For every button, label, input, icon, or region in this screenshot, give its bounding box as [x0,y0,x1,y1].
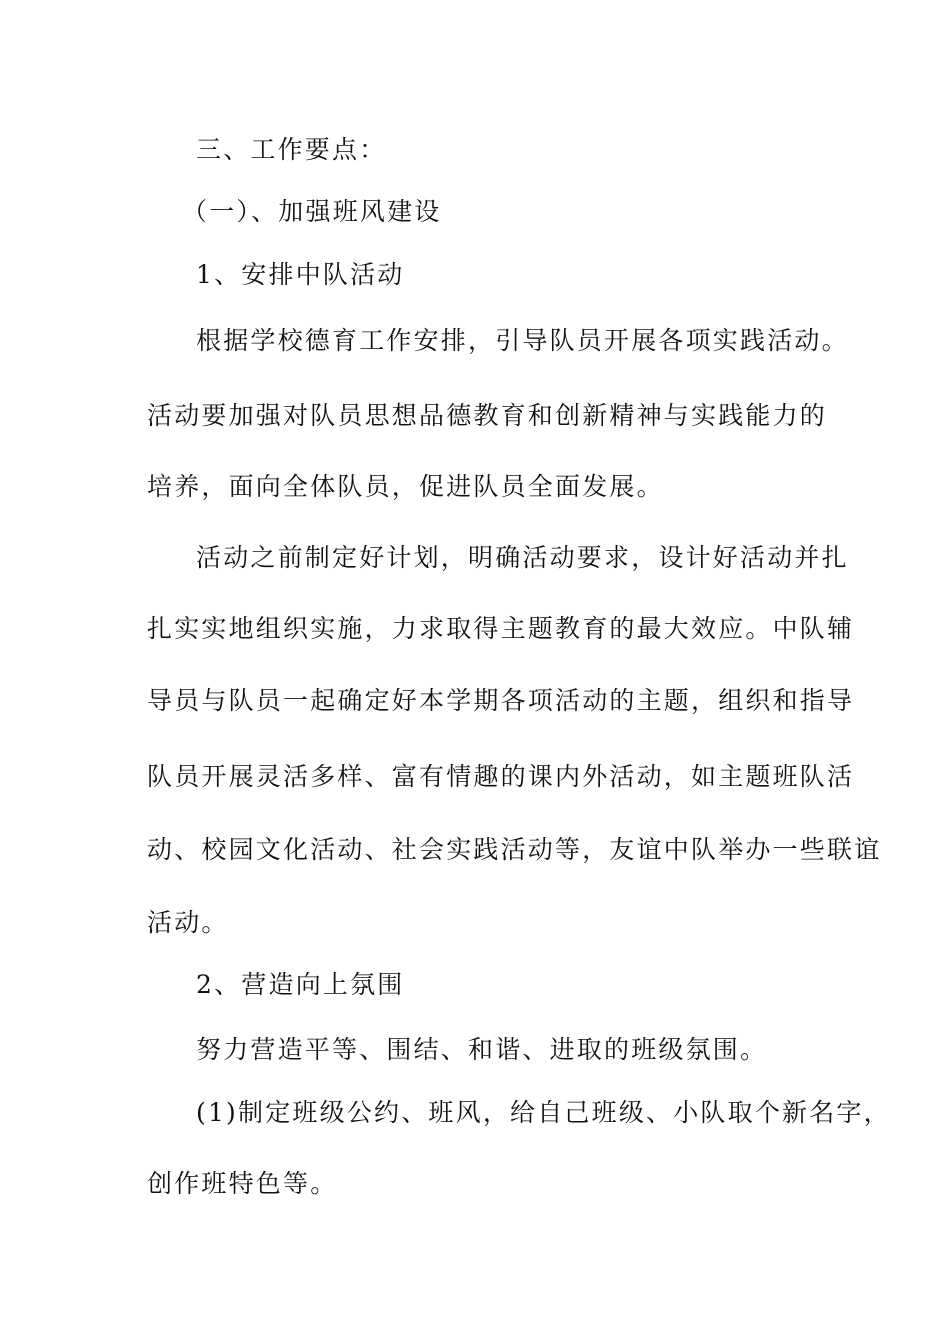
paragraph-line: 活动之前制定好计划，明确活动要求，设计好活动并扎 [196,543,849,572]
section-heading: 三、工作要点： [196,135,387,164]
item-heading-2: 2、营造向上氛围 [196,970,405,999]
subsection-heading: （一）、加强班风建设 [182,197,442,226]
paragraph-line: 创作班特色等。 [147,1169,338,1198]
paragraph-line: 活动。 [147,908,229,937]
paragraph-line: 活动要加强对队员思想品德教育和创新精神与实践能力的 [147,401,828,430]
paragraph-line: 队员开展灵活多样、富有情趣的课内外活动，如主题班队活 [147,762,855,791]
paragraph-line: 努力营造平等、围结、和谐、进取的班级氛围。 [196,1035,768,1064]
paragraph-line: 动、校园文化活动、社会实践活动等，友谊中队举办一些联谊 [147,835,882,864]
paragraph-line: 导员与队员一起确定好本学期各项活动的主题，组织和指导 [147,686,855,715]
paragraph-line: (1)制定班级公约、班风，给自己班级、小队取个新名字， [196,1098,891,1127]
item-heading-1: 1、安排中队活动 [196,260,405,289]
paragraph-line: 根据学校德育工作安排，引导队员开展各项实践活动。 [196,326,849,355]
paragraph-line: 培养，面向全体队员，促进队员全面发展。 [147,472,664,501]
paragraph-line: 扎实实地组织实施，力求取得主题教育的最大效应。中队辅 [147,614,855,643]
